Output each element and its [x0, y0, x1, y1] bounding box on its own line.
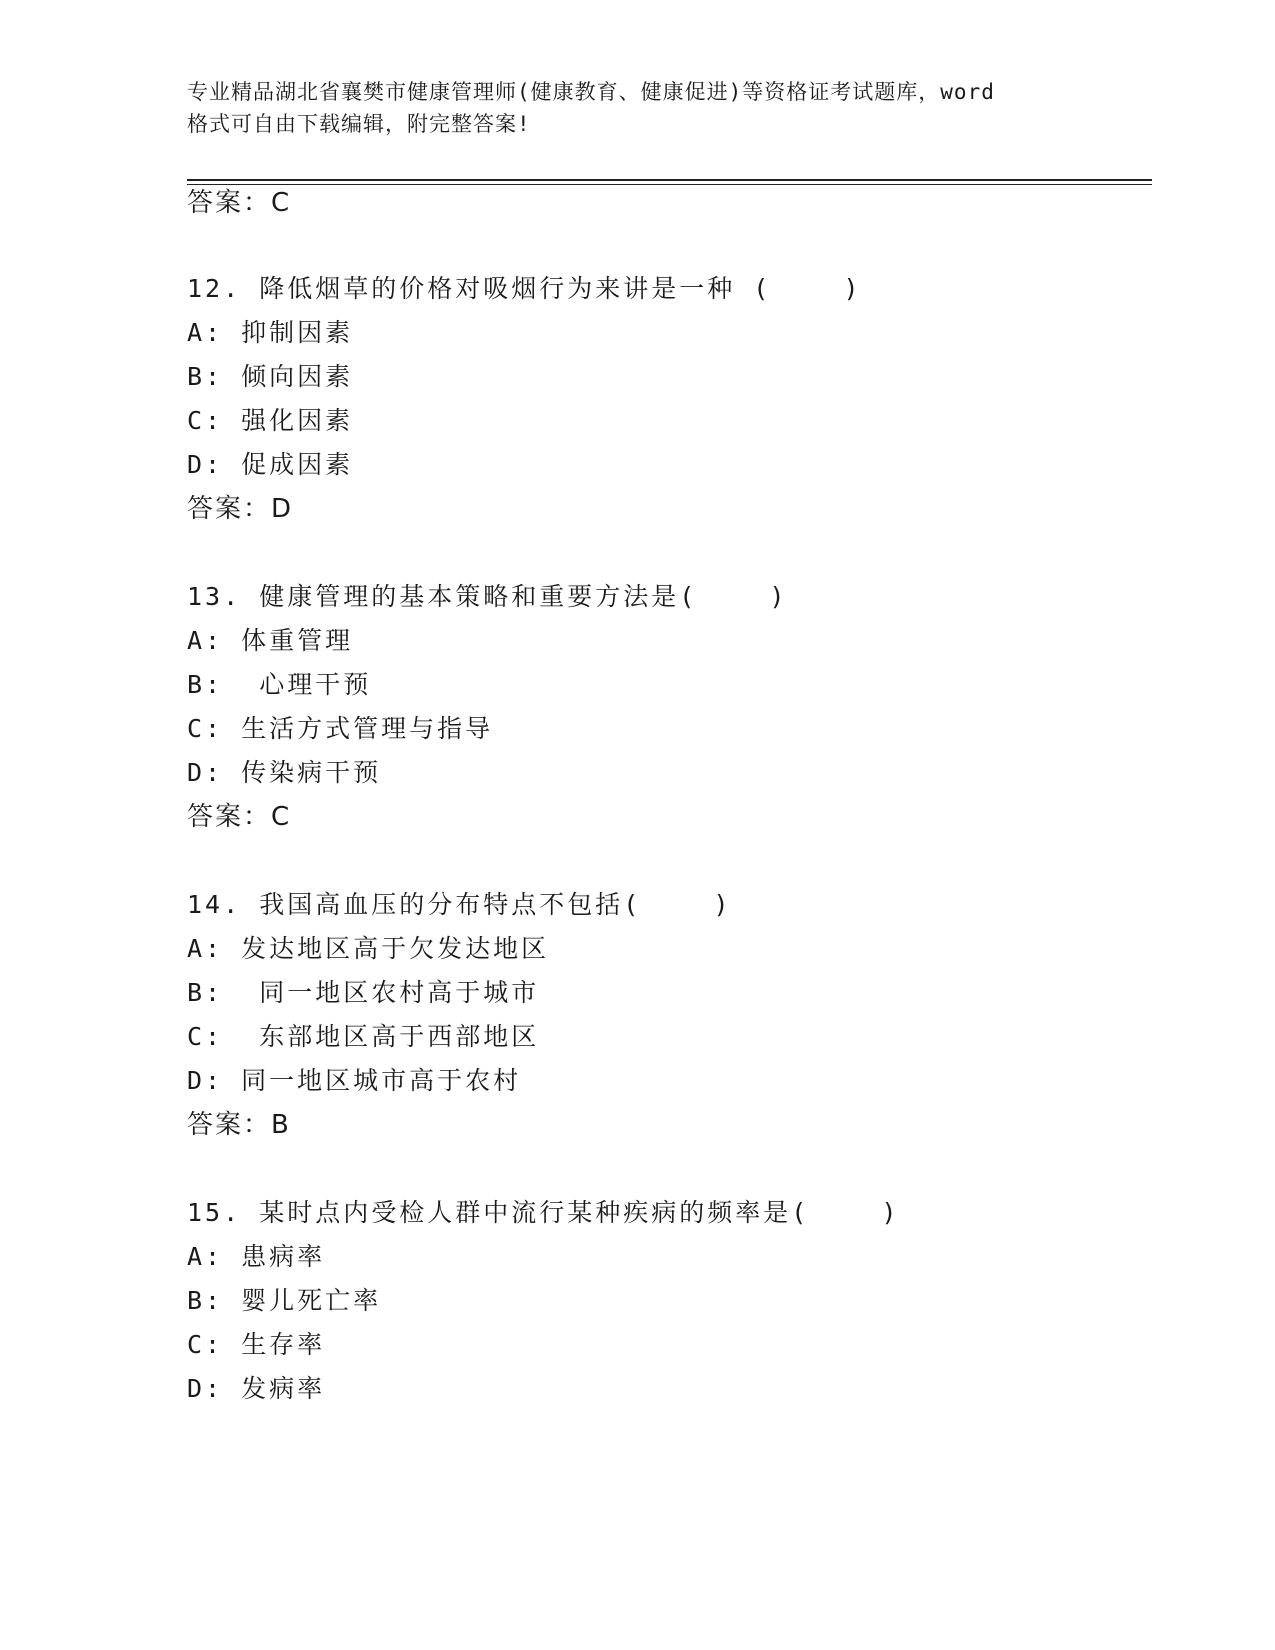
question-12-option-d: D: 促成因素 — [187, 450, 354, 479]
answer-14: 答案：B — [187, 1110, 291, 1140]
header-divider — [187, 179, 1152, 185]
question-15-option-c: C: 生存率 — [187, 1330, 326, 1359]
question-12-stem: 12. 降低烟草的价格对吸烟行为来讲是一种 ( ) — [187, 274, 862, 303]
answer-11: 答案：C — [187, 188, 292, 218]
question-14-option-d: D: 同一地区城市高于农村 — [187, 1066, 522, 1095]
question-12-option-c: C: 强化因素 — [187, 406, 354, 435]
question-14-option-a: A: 发达地区高于欠发达地区 — [187, 934, 550, 963]
document-header — [187, 76, 1087, 140]
question-13-stem: 13. 健康管理的基本策略和重要方法是( ) — [187, 582, 788, 611]
question-15-option-a: A: 患病率 — [187, 1242, 326, 1271]
answer-13: 答案：C — [187, 802, 292, 832]
question-14-option-b: B: 同一地区农村高于城市 — [187, 978, 540, 1007]
question-15-option-b: B: 婴儿死亡率 — [187, 1286, 382, 1315]
question-14-option-c: C: 东部地区高于西部地区 — [187, 1022, 540, 1051]
answer-12: 答案：D — [187, 494, 294, 524]
question-13-option-b: B: 心理干预 — [187, 670, 372, 699]
header-line-1: 专业精品湖北省襄樊市健康管理师(健康教育、健康促进)等资格证考试题库，word — [187, 80, 995, 104]
question-12-option-a: A: 抑制因素 — [187, 318, 354, 347]
question-13-option-a: A: 体重管理 — [187, 626, 354, 655]
question-15-option-d: D: 发病率 — [187, 1374, 326, 1403]
question-14-stem: 14. 我国高血压的分布特点不包括( ) — [187, 890, 732, 919]
question-13-option-d: D: 传染病干预 — [187, 758, 382, 787]
question-12-option-b: B: 倾向因素 — [187, 362, 354, 391]
header-line-2: 格式可自由下载编辑，附完整答案! — [187, 112, 531, 136]
question-13-option-c: C: 生活方式管理与指导 — [187, 714, 494, 743]
question-15-stem: 15. 某时点内受检人群中流行某种疾病的频率是( ) — [187, 1198, 900, 1227]
